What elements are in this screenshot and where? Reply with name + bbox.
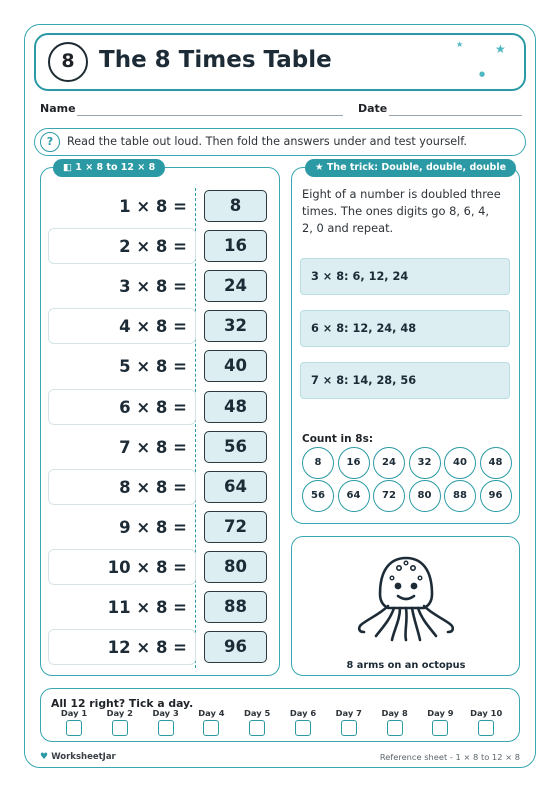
count-circle: 24 [373,447,405,479]
day-label: Day 8 [381,708,408,718]
count-circle: 8 [302,447,334,479]
footer-reference: Reference sheet - 1 × 8 to 12 × 8 [379,752,520,762]
name-field[interactable] [77,115,343,116]
equation-label: 10 × 8 = [107,557,187,577]
answer-box: 8 [204,190,267,222]
answer-box: 32 [204,310,267,342]
name-label: Name [40,102,76,115]
day-label: Day 4 [198,708,225,718]
day-label: Day 1 [60,708,88,718]
number-badge: 8 [48,42,88,82]
answer-box: 96 [204,631,267,663]
day-checkbox[interactable] [341,720,357,736]
count-circle: 88 [444,480,476,512]
equation-label: 4 × 8 = [119,317,187,337]
answer-box: 64 [204,471,267,503]
day-label: Day 10 [470,708,503,718]
answer-box: 48 [204,391,267,423]
count-circle: 32 [409,447,441,479]
star-icon: ★ [495,42,506,56]
book-icon: ◧ [63,162,76,173]
answer-box: 80 [204,551,267,583]
day-checkbox[interactable] [295,720,311,736]
equation-label: 7 × 8 = [119,437,187,457]
day-checkbox[interactable] [158,720,174,736]
day-checkbox[interactable] [432,720,448,736]
equation-label: 2 × 8 = [119,237,187,257]
count-circle: 56 [302,480,334,512]
equation-label: 12 × 8 = [107,638,187,658]
count-circle: 72 [373,480,405,512]
day-checkbox[interactable] [66,720,82,736]
count-label: Count in 8s: [302,433,374,445]
count-circle: 16 [338,447,370,479]
equation-label: 11 × 8 = [107,598,187,617]
trick-text: Eight of a number is doubled three times. The ones digits go 8, 6, 4, 2, 0 and repeat. [302,187,501,235]
day-label: Day 7 [335,708,362,718]
footer-brand-label: WorksheetJar [51,752,116,762]
speech-icon: ? [40,132,60,152]
day-checkbox[interactable] [478,720,494,736]
instruction-text: Read the table out loud. Then fold the answers under and test yourself. [67,135,467,148]
equation-label: 6 × 8 = [119,397,187,417]
day-label: Day 2 [106,708,133,718]
day-label: Day 6 [289,708,317,718]
equation-label: 1 × 8 = [119,197,187,216]
count-circle: 80 [409,480,441,512]
star-icon: ★ [456,40,464,49]
answer-box: 88 [204,591,267,623]
tracker-title: All 12 right? Tick a day. [51,697,194,710]
count-circle: 48 [480,447,512,479]
day-label: Day 9 [427,708,454,718]
equation-label: 5 × 8 = [119,357,187,377]
octopus-icon [350,548,462,648]
star-icon: ★ [315,162,327,173]
equation-label: 3 × 8 = [119,277,187,297]
trick-example: 7 × 8: 14, 28, 56 [300,362,510,399]
trick-example: 6 × 8: 12, 24, 48 [300,310,510,347]
times-table-tag [53,159,165,177]
octopus-caption: 8 arms on an octopus [346,660,466,671]
answer-box: 72 [204,511,267,543]
count-circle: 96 [480,480,512,512]
answer-box: 24 [204,270,267,302]
answer-box: 16 [204,230,267,262]
day-label: Day 5 [244,708,271,718]
footer-brand [40,752,116,762]
day-checkbox[interactable] [203,720,219,736]
trick-example: 3 × 8: 6, 12, 24 [300,258,510,295]
times-table-tag-label: 1 × 8 to 12 × 8 [75,162,156,173]
answer-box: 40 [204,350,267,382]
count-circle: 40 [444,447,476,479]
equation-label: 8 × 8 = [119,477,187,497]
day-checkbox[interactable] [112,720,128,736]
date-field[interactable] [389,115,522,116]
dot-icon: ● [479,70,486,78]
heart-icon: ♥ [40,752,52,762]
trick-tag [305,159,516,177]
date-label: Date [358,102,388,115]
trick-tag-label: The trick: Double, double, double [326,162,507,173]
day-checkbox[interactable] [387,720,403,736]
answer-box: 56 [204,431,267,463]
equation-label: 9 × 8 = [119,517,187,537]
page-title: The 8 Times Table [99,47,332,73]
day-checkbox[interactable] [249,720,265,736]
count-circle: 64 [338,480,370,512]
day-label: Day 3 [152,708,179,718]
